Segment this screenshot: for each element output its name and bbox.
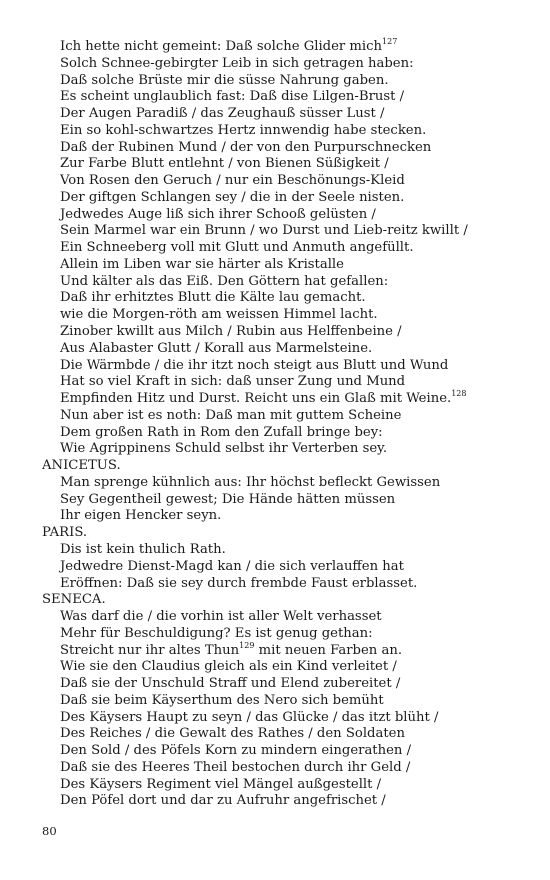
verse-line xyxy=(42,475,542,492)
line-text: Sey Gegentheil gewest; Die Hände hätten müssen xyxy=(60,491,396,507)
line-text: Zur Farbe Blutt entlehnt / von Bienen Süßigkeit / xyxy=(60,156,389,172)
verse-line xyxy=(42,508,542,525)
speaker-name xyxy=(42,458,542,475)
line-text: Ein so kohl-schwartzes Hertz innwendig habe stecken. xyxy=(60,122,427,138)
footnote-marker: 129 xyxy=(239,640,255,650)
verse-line xyxy=(42,626,542,643)
line-text: Aus Alabaster Glutt / Korall aus Marmelsteine. xyxy=(60,340,373,356)
verse-line xyxy=(42,207,542,224)
verse-line xyxy=(42,73,542,90)
line-text: Eröffnen: Daß sie sey durch frembde Faust erblasset. xyxy=(60,575,418,591)
verse-line xyxy=(42,140,542,157)
verse-line xyxy=(42,609,542,626)
line-text: Daß ihr erhitztes Blutt die Kälte lau gemacht. xyxy=(60,290,366,306)
verse-line xyxy=(42,240,542,257)
verse-line xyxy=(42,793,542,810)
line-text: Hat so viel Kraft in sich: daß unser Zung und Mund xyxy=(60,374,406,390)
footnote-marker: 127 xyxy=(382,37,398,46)
line-text: Daß sie des Heeres Theil bestochen durch ihr Geld / xyxy=(60,759,411,775)
line-text: Die Wärmbde / die ihr itzt noch steigt aus Blutt und Wund xyxy=(60,357,449,373)
line-text: Jedwedre Dienst-Magd kan / die sich verlauffen hat xyxy=(60,558,404,574)
line-text: Sein Marmel war ein Brunn / wo Durst und Lieb-reitz kwillt / xyxy=(60,223,468,239)
verse-line xyxy=(42,559,542,576)
verse-line xyxy=(42,374,542,391)
verse-line xyxy=(42,710,542,727)
line-text: PARIS. xyxy=(42,525,88,541)
line-text: Von Rosen den Geruch / nur ein Beschönungs-Kleid xyxy=(60,173,405,189)
verse-text xyxy=(42,39,542,810)
verse-line xyxy=(42,777,542,794)
verse-line xyxy=(42,89,542,106)
verse-line xyxy=(42,290,542,307)
line-text: Mehr für Beschuldigung? Es ist genug gethan: xyxy=(60,625,373,641)
line-text: Streicht nur ihr altes Thun xyxy=(60,642,240,658)
line-text: Des Käysers Regiment viel Mängel außgestellt / xyxy=(60,776,382,792)
verse-line xyxy=(42,726,542,743)
verse-line xyxy=(42,676,542,693)
line-text-continued: mit neuen Farben an. xyxy=(254,642,403,658)
verse-line xyxy=(42,659,542,676)
verse-line xyxy=(42,542,542,559)
verse-line xyxy=(42,257,542,274)
line-text: Und kälter als das Eiß. Den Göttern hat gefallen: xyxy=(60,273,389,289)
verse-line xyxy=(42,123,542,140)
speaker-name xyxy=(42,525,542,542)
line-text: Dis ist kein thulich Rath. xyxy=(60,541,226,557)
line-text: Daß solche Brüste mir die süsse Nahrung gaben. xyxy=(60,72,389,88)
line-text: Den Sold / des Pöfels Korn zu mindern eingerathen / xyxy=(60,743,412,759)
verse-line xyxy=(42,358,542,375)
verse-line xyxy=(42,307,542,324)
line-text: Wie sie den Claudius gleich als ein Kind verleitet / xyxy=(60,659,397,675)
footnote-marker: 128 xyxy=(451,389,467,399)
line-text: Den Pöfel dort und dar zu Aufruhr angefrischet / xyxy=(60,793,386,809)
line-text: Daß sie beim Käyserthum des Nero sich bemüht xyxy=(60,692,384,708)
line-text: Daß sie der Unschuld Straff und Elend zubereitet / xyxy=(60,676,401,692)
verse-line xyxy=(42,391,542,408)
line-text: Ihr eigen Hencker seyn. xyxy=(60,508,222,524)
verse-line xyxy=(42,156,542,173)
speaker-name xyxy=(42,592,542,609)
verse-line xyxy=(42,324,542,341)
line-text: Man sprenge kühnlich aus: Ihr höchst befleckt Gewissen xyxy=(60,474,441,490)
line-text: Der giftgen Schlangen sey / die in der Seele nisten. xyxy=(60,189,405,205)
line-text: Solch Schnee-gebirgter Leib in sich getragen haben: xyxy=(60,55,414,71)
line-text: Des Reiches / die Gewalt des Rathes / den Soldaten xyxy=(60,726,405,742)
verse-line xyxy=(42,492,542,509)
verse-line xyxy=(42,341,542,358)
line-text: SENECA. xyxy=(42,592,106,608)
verse-line xyxy=(42,640,542,660)
verse-line xyxy=(42,106,542,123)
line-text: Daß der Rubinen Mund / der von den Purpurschnecken xyxy=(60,139,432,155)
verse-line xyxy=(42,425,542,442)
line-text: Ich hette nicht gemeint: Daß solche Glider mich xyxy=(60,39,383,54)
verse-line xyxy=(42,223,542,240)
line-text: Nun aber ist es noth: Daß man mit guttem Scheine xyxy=(60,407,402,423)
verse-line xyxy=(42,441,542,458)
verse-line xyxy=(42,274,542,291)
verse-line xyxy=(42,56,542,73)
line-text: ANICETUS. xyxy=(42,458,121,474)
verse-line xyxy=(42,693,542,710)
verse-line xyxy=(42,173,542,190)
verse-line xyxy=(42,39,542,56)
line-text: Empfinden Hitz und Durst. Reicht uns ein Glaß mit Weine. xyxy=(60,391,452,407)
line-text: Wie Agrippinens Schuld selbst ihr Verterben sey. xyxy=(60,441,388,457)
verse-line xyxy=(42,408,542,425)
line-text: Ein Schneeberg voll mit Glutt und Anmuth angefüllt. xyxy=(60,240,414,256)
verse-line xyxy=(42,743,542,760)
line-text: wie die Morgen-röth am weissen Himmel lacht. xyxy=(60,307,378,323)
verse-line xyxy=(42,576,542,593)
verse-line xyxy=(42,760,542,777)
line-text: Der Augen Paradiß / das Zeughauß süsser Lust / xyxy=(60,106,385,122)
line-text: Allein im Liben war sie härter als Kristalle xyxy=(60,256,344,272)
line-text: Zinober kwillt aus Milch / Rubin aus Helffenbeine / xyxy=(60,324,402,340)
line-text: Des Käysers Haupt zu seyn / das Glücke / das itzt blüht / xyxy=(60,709,439,725)
line-text: Es scheint unglaublich fast: Daß dise Lilgen-Brust / xyxy=(60,89,405,105)
line-text: Dem großen Rath in Rom den Zufall bringe bey: xyxy=(60,424,383,440)
verse-line xyxy=(42,190,542,207)
line-text: Jedwedes Auge liß sich ihrer Schooß gelüsten / xyxy=(60,206,376,222)
line-text: Was darf die / die vorhin ist aller Welt verhasset xyxy=(60,609,382,625)
page-number: 80 xyxy=(42,824,57,838)
